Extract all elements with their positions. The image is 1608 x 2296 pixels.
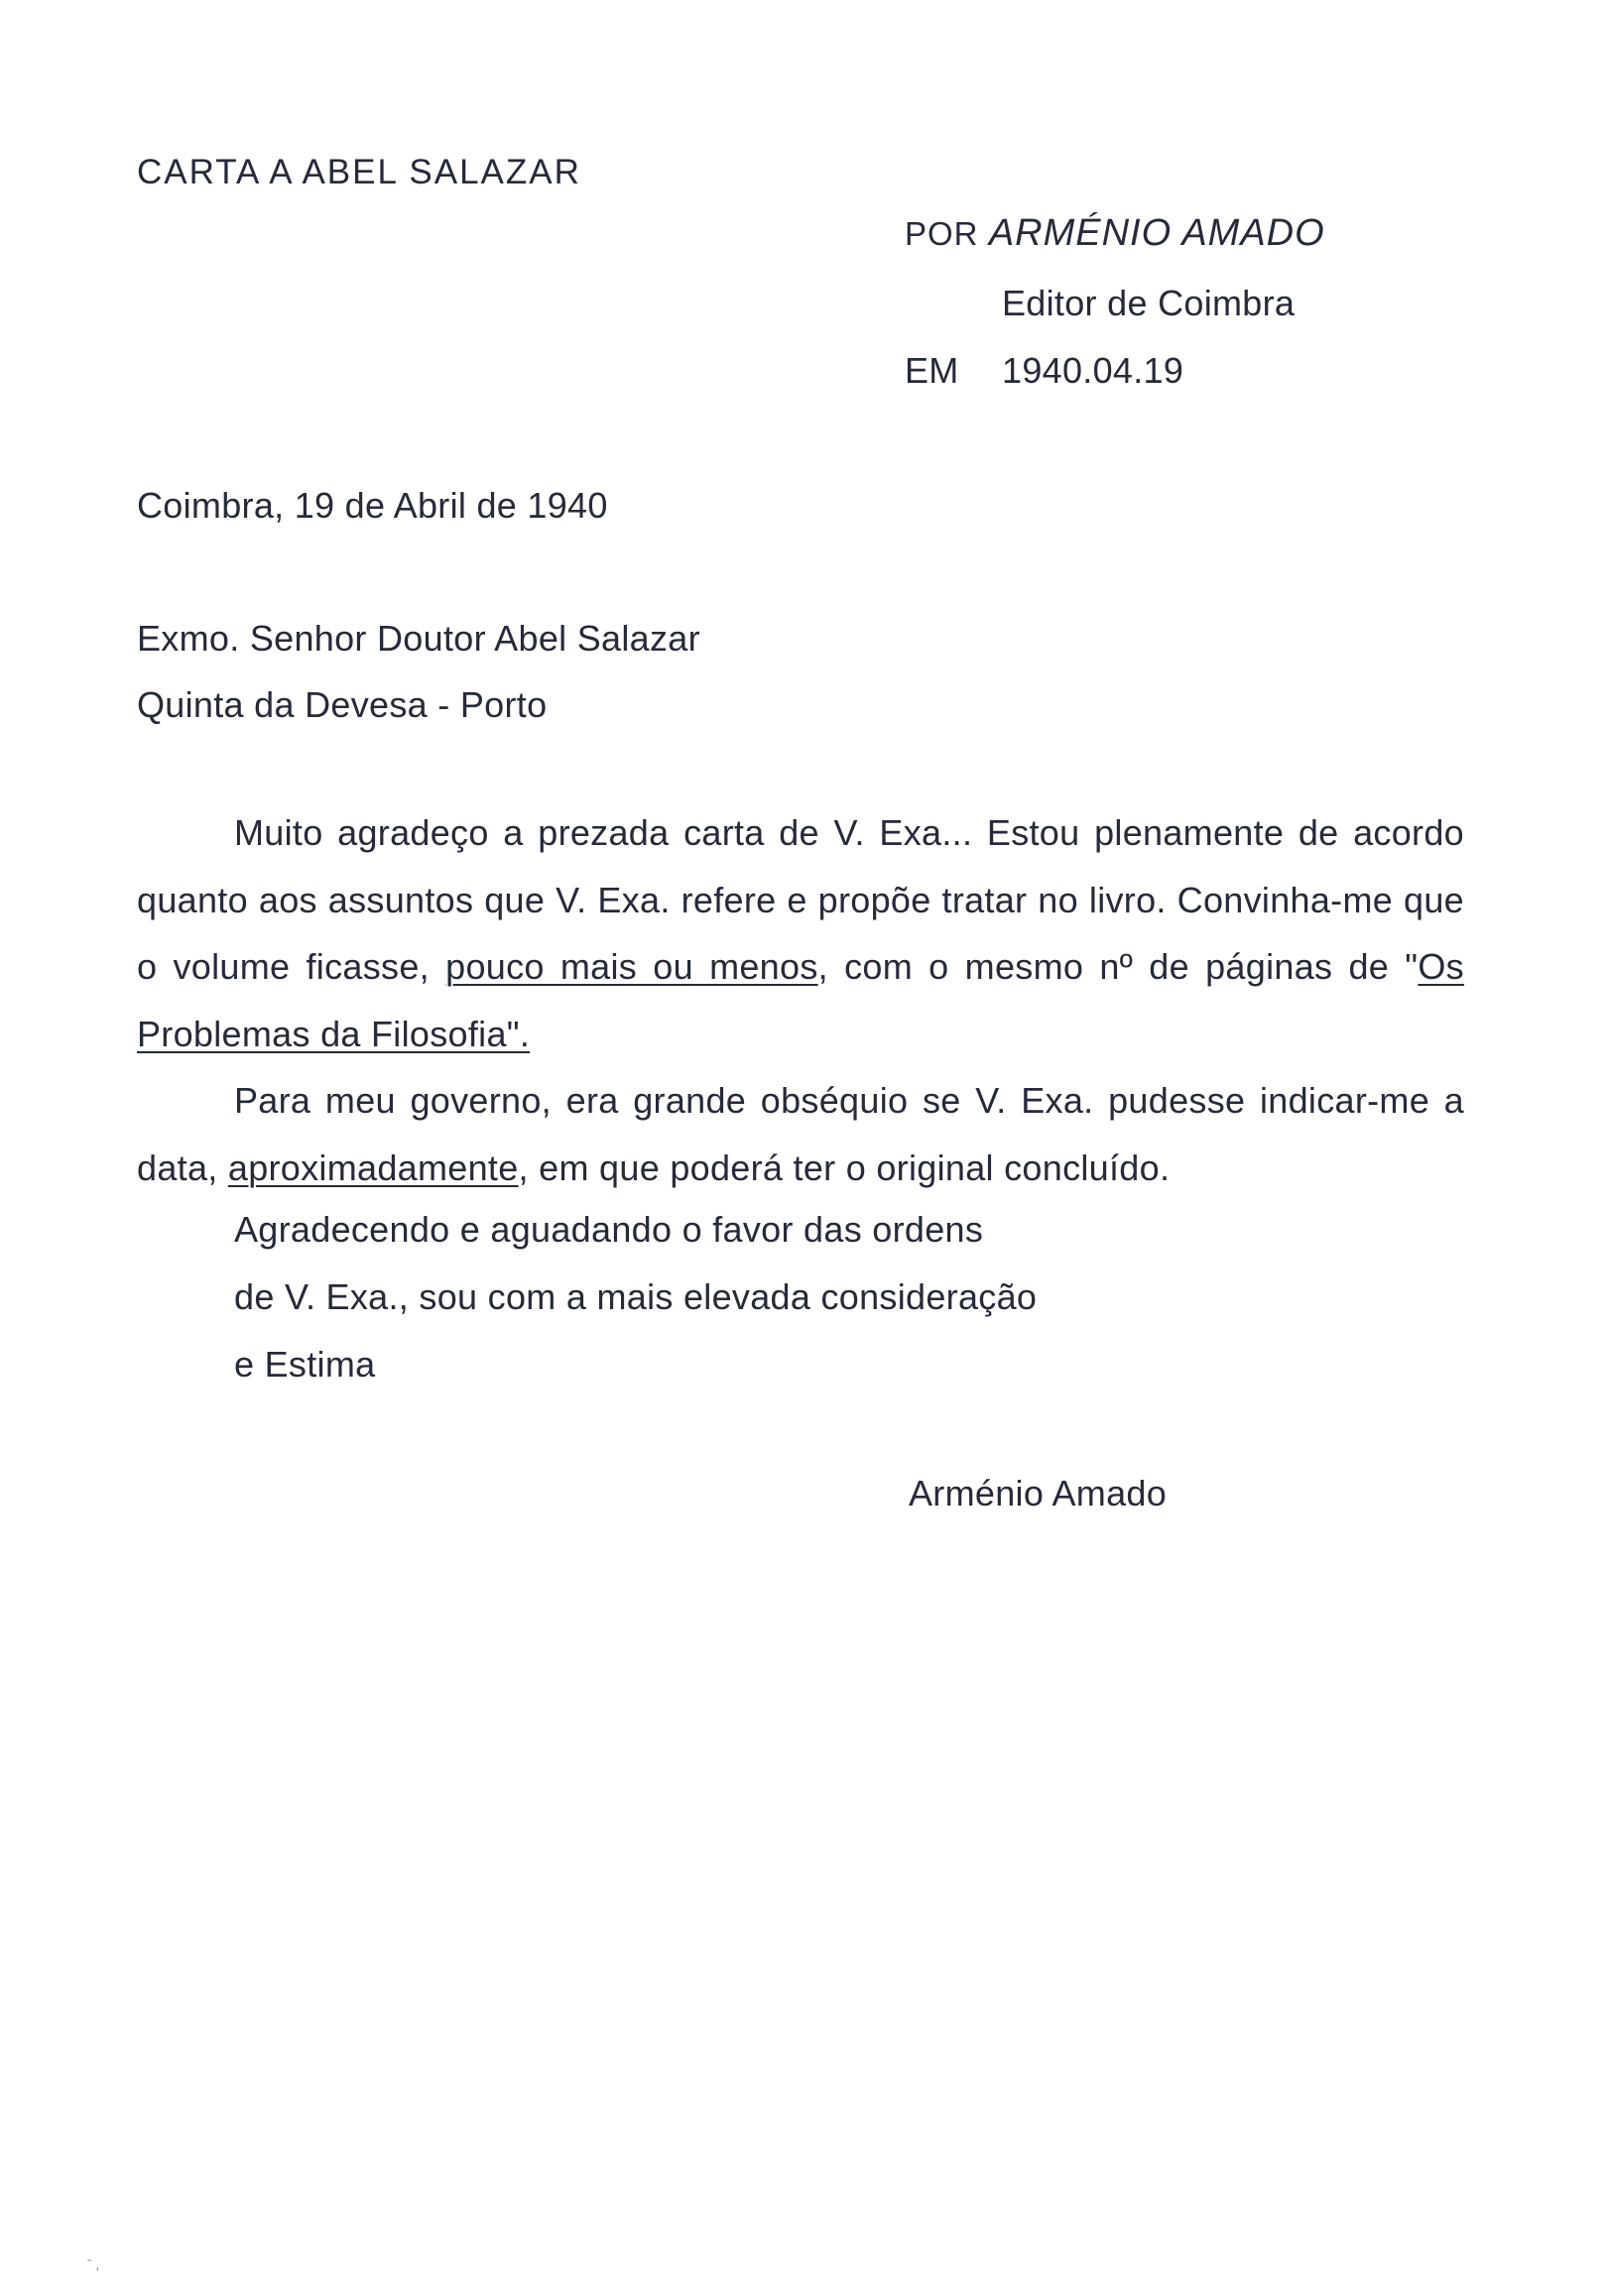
date-line bbox=[905, 349, 1183, 393]
paragraph-2-text-a: Para meu governo, era grande obséquio se V. Exa. pudesse indicar-me a data, bbox=[137, 1080, 1464, 1188]
paragraph-1 bbox=[137, 799, 1464, 1067]
page-mark: ˉ , bbox=[87, 2256, 100, 2272]
paragraph-1-underline-a: pouco mais ou menos bbox=[445, 946, 818, 987]
closing-line-3: e Estima bbox=[234, 1344, 376, 1385]
paragraph-2-underline-a: aproximadamente bbox=[227, 1147, 519, 1188]
paragraph-2 bbox=[137, 1067, 1464, 1201]
date-code: 1940.04.19 bbox=[1002, 350, 1184, 391]
place-date: Coimbra, 19 de Abril de 1940 bbox=[137, 485, 608, 526]
closing-line-1: Agradecendo e aguadando o favor das ordens bbox=[234, 1209, 984, 1250]
closing-line-2: de V. Exa., sou com a mais elevada consideração bbox=[234, 1276, 1038, 1317]
document-title: CARTA A ABEL SALAZAR bbox=[137, 153, 581, 191]
signature: Arménio Amado bbox=[909, 1473, 1168, 1513]
addressee: Exmo. Senhor Doutor Abel Salazar bbox=[137, 618, 700, 659]
date-prefix: EM bbox=[905, 350, 959, 391]
paragraph-1-underline-b: Os Problemas da Filosofia". bbox=[137, 946, 1464, 1054]
paragraph-1-text-b: , com o mesmo nº de páginas de " bbox=[817, 946, 1419, 987]
author-line bbox=[905, 211, 1325, 256]
paragraph-1-text-a: Muito agradeço a prezada carta de V. Exa... Estou plenamente de acordo quanto aos assuntos que V. Exa. refere e propõe tratar no livro. Convinha-me que o volume ficasse, bbox=[137, 812, 1464, 987]
address: Quinta da Devesa - Porto bbox=[137, 684, 548, 725]
author-name: ARMÉNIO AMADO bbox=[988, 212, 1325, 254]
by-prefix: POR bbox=[905, 215, 979, 252]
paragraph-2-text-b: , em que poderá ter o original concluído. bbox=[518, 1147, 1171, 1188]
author-role: Editor de Coimbra bbox=[1002, 283, 1296, 323]
